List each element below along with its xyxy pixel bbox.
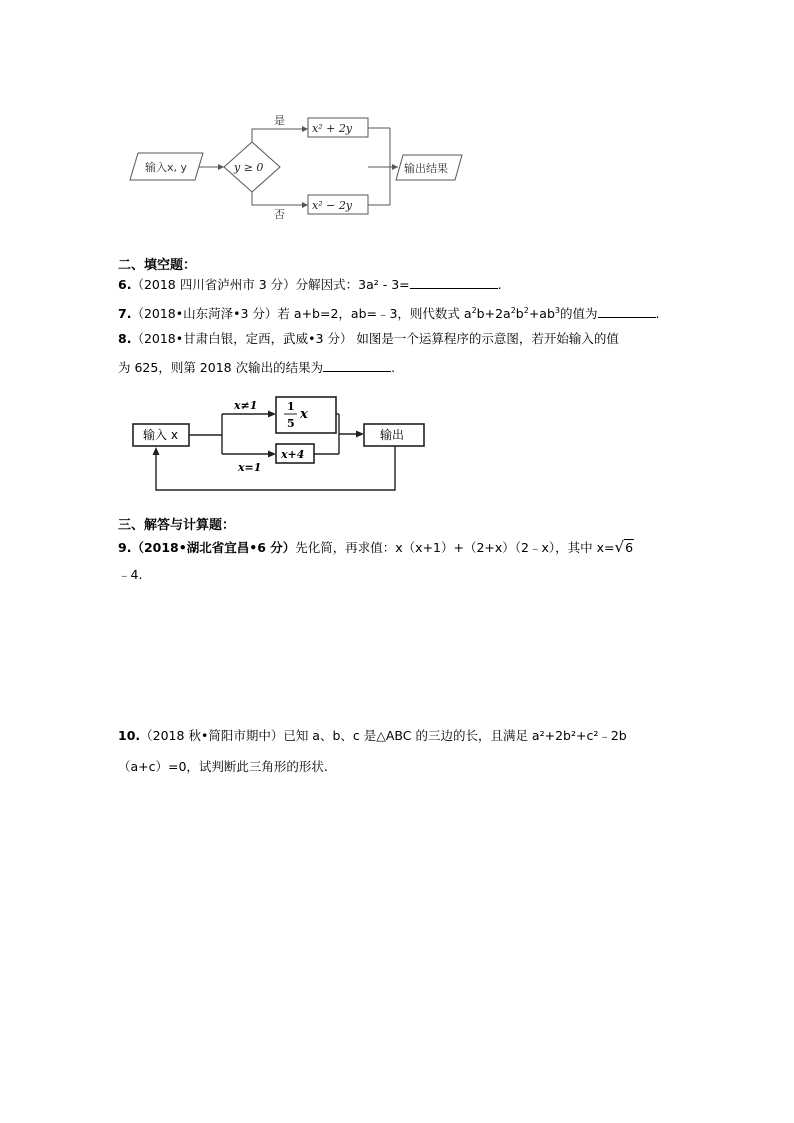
q7-exp: 2 <box>523 306 529 315</box>
question-9-line-1 <box>118 538 634 557</box>
question-9-line-2: ﹣4. <box>118 567 143 582</box>
question-7-text-after: 的值为 <box>559 306 598 322</box>
question-7: 7.（2018•山东菏泽•3 分）若 a+b=2，ab=﹣3，则代数式 $a^2b+2a^2b^2+ab^3$的值为 . <box>118 306 660 322</box>
question-8-number: 8. <box>118 331 132 346</box>
question-7-text-before: （2018•山东菏泽•3 分）若 a+b=2，ab=﹣3，则代数式 a <box>131 306 472 322</box>
question-9-text: 先化简，再求值：x（x+1）+（2+x）（2﹣x），其中 x= <box>295 540 615 555</box>
question-10-text-1: （2018 秋•简阳市期中）已知 a、b、c 是△ABC 的三边的长，且满足 a²+2b²+c²﹣2b <box>140 728 627 743</box>
question-6-text: （2018 四川省泸州市 3 分）分解因式：3a² - 3= <box>131 277 410 292</box>
sqrt-icon: √ <box>614 538 625 556</box>
question-8-end: . <box>391 360 396 375</box>
section-2-title: 二、填空题： <box>118 258 197 273</box>
section-3-title: 三、解答与计算题： <box>118 518 236 533</box>
question-10-line-2: （a+c）=0，试判断此三角形的形状. <box>118 759 328 774</box>
question-7-end: . <box>655 306 660 322</box>
flowchart-2-cond-bottom: x=1 <box>238 461 262 474</box>
flowchart-1-no-label: 否 <box>274 208 285 221</box>
question-9-source: （2018•湖北省宜昌•6 分） <box>131 540 296 555</box>
flowchart-2-input-label: 输入 x <box>143 428 178 442</box>
flowchart-1-yes-label: 是 <box>274 114 285 127</box>
flowchart-1-no-expr: x² − 2y <box>312 199 353 212</box>
question-8-text-1: （2018•甘肃白银，定西，武威•3 分） 如图是一个运算程序的示意图，若开始输入的值 <box>131 331 619 346</box>
flowchart-2-plus-expr: x+4 <box>281 448 305 461</box>
question-9-sqrt-value: 6 <box>625 540 634 555</box>
q7-exp: 2 <box>510 306 516 315</box>
q7-exp: 2 <box>471 306 477 315</box>
question-8-text-2: 为 625，则第 2018 次输出的结果为 <box>118 360 324 375</box>
question-6-number: 6. <box>118 277 132 292</box>
flowchart-1-input-label: 输入x, y <box>145 161 188 174</box>
q7-exp: 3 <box>554 306 560 315</box>
question-7-number: 7. <box>118 306 132 322</box>
flowchart-2-output-label: 输出 <box>380 428 405 442</box>
flowchart-2-frac-den: 5 <box>287 417 295 430</box>
question-10-line-1 <box>118 727 627 745</box>
question-9-number: 9. <box>118 540 132 555</box>
question-6-end: . <box>497 277 502 292</box>
flowchart-1-output-label: 输出结果 <box>404 162 448 175</box>
flowchart-1-condition: y ≥ 0 <box>234 161 264 174</box>
flowchart-2-cond-top: x≠1 <box>234 399 258 412</box>
flowchart-2-frac-var: x <box>300 407 308 422</box>
flowchart-1-yes-expr: x² + 2y <box>312 122 353 135</box>
flowchart-2 <box>0 0 794 520</box>
flowchart-2-frac-num: 1 <box>287 400 295 413</box>
question-10-number: 10. <box>118 728 141 743</box>
